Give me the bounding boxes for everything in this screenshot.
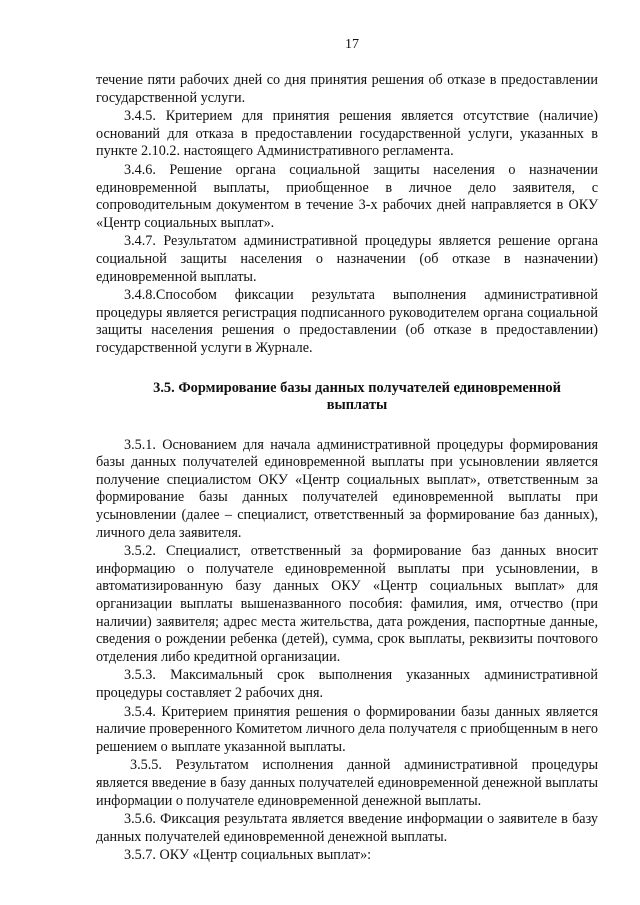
paragraph-continuation: течение пяти рабочих дней со дня принятия решения об отказе в предоставлении государственной услуги.	[96, 72, 598, 106]
document-page	[96, 36, 598, 866]
paragraph-3-4-5: 3.4.5. Критерием для принятия решения является отсутствие (наличие) оснований для отказа в предоставлении государственной услуги, указанных в пункте 2.10.2. настоящего Административного регламента.	[96, 108, 598, 160]
paragraph-3-5-2: 3.5.2. Специалист, ответственный за формирование баз данных вносит информацию о получателе единовременной выплаты при усыновлении, в автоматизированную базу данных ОКУ «Центр социальных выплат» для организации выплаты вышеназванного пособия: фамилия, имя, отчество (при наличии) заявителя; адрес места жительства, дата рождения, паспортные данные, сведения о рождении ребенка (детей), сумма, срок выплаты, реквизиты почтового отделения либо кредитной организации.	[96, 543, 598, 665]
paragraph-3-5-7: 3.5.7. ОКУ «Центр социальных выплат»:	[124, 847, 372, 864]
paragraph-3-5-4: 3.5.4. Критерием принятия решения о формировании базы данных является наличие проверенного Комитетом личного дела получателя с приобщенным в него решением о выплате указанной выплаты.	[96, 703, 598, 755]
paragraph-3-5-6: 3.5.6. Фиксация результата является введение информации о заявителе в базу данных получателей единовременной денежной выплаты.	[96, 811, 598, 845]
page-number: 17	[345, 37, 359, 52]
paragraph-3-4-6: 3.4.6. Решение органа социальной защиты населения о назначении единовременной выплаты, приобщенное в личное дело заявителя, с сопроводительным документом в течение 3-х рабочих дней направляется в ОКУ «Центр социальных выплат».	[96, 161, 598, 231]
paragraph-3-4-7: 3.4.7. Результатом административной процедуры является решение органа социальной защиты населения о назначении (об отказе в назначении) единовременной выплаты.	[96, 233, 598, 285]
section-heading-3-5: 3.5. Формирование базы данных получателей единовременной выплаты	[153, 379, 561, 414]
paragraph-3-4-8: 3.4.8.Способом фиксации результата выполнения административной процедуры является регистрация подписанного руководителем органа социальной защиты населения решения о предоставлении (об отказе в предоставлении) государственной услуги в Журнале.	[96, 287, 598, 356]
paragraph-3-5-3: 3.5.3. Максимальный срок выполнения указанных административной процедуры составляет 2 рабочих дня.	[96, 667, 598, 701]
paragraph-3-5-5: 3.5.5. Результатом исполнения данной административной процедуры является введение в базу данных получателей единовременной денежной выплаты информации о получателе единовременной денежной выплаты.	[96, 757, 598, 809]
paragraph-3-5-1: 3.5.1. Основанием для начала административной процедуры формирования базы данных получателей единовременной выплаты при усыновлении является получение специалистом ОКУ «Центр социальных выплат», ответственным за формирование базы данных получателей единовременной выплаты при усыновлении (далее – специалист, ответственный за формирование баз данных), личного дела заявителя.	[96, 436, 598, 541]
